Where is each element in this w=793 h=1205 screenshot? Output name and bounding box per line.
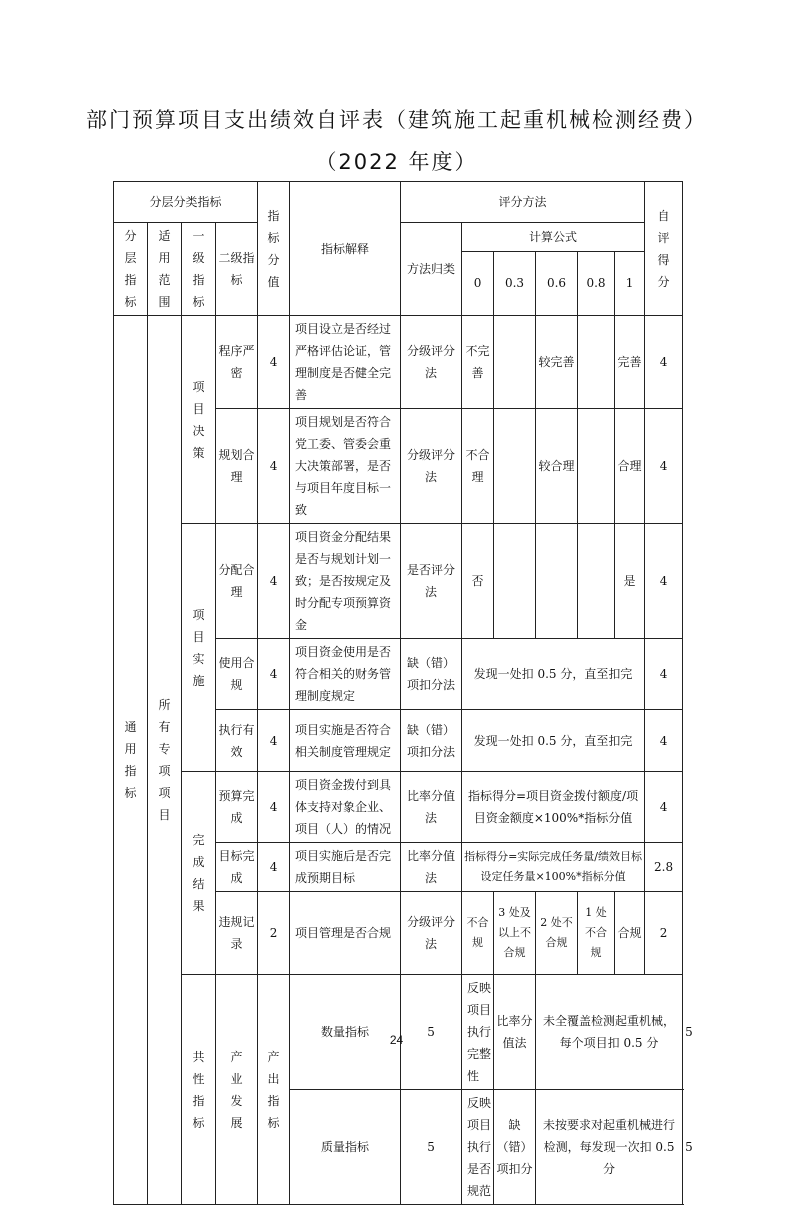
method-category: 分级评分法	[401, 409, 462, 524]
scale-0-8: 0.8	[578, 251, 615, 315]
method-category: 缺（错）项扣分	[494, 1090, 536, 1205]
indicator-value: 4	[258, 409, 290, 524]
self-score: 4	[645, 639, 683, 710]
header-applicable-scope: 适用范围	[148, 223, 182, 316]
cell-0-8: 1 处不合规	[578, 892, 615, 975]
self-score: 4	[645, 409, 683, 524]
self-score: 4	[645, 772, 683, 843]
scale-0-3: 0.3	[494, 251, 536, 315]
indicator-explanation: 反映项目执行完整性	[462, 975, 494, 1090]
indicator-name: 执行有效	[216, 710, 258, 772]
method-category: 缺（错）项扣分法	[401, 710, 462, 772]
evaluation-table	[113, 181, 693, 1205]
method-category: 是否评分法	[401, 524, 462, 639]
indicator-explanation: 项目实施是否符合相关制度管理规定	[290, 710, 401, 772]
group-completion: 完成结果	[182, 772, 216, 975]
self-score: 4	[645, 316, 683, 409]
cell-0: 不合理	[462, 409, 494, 524]
cell-0: 否	[462, 524, 494, 639]
indicator-name: 目标完成	[216, 843, 258, 892]
formula: 指标得分=项目资金拨付额度/项目资金额度×100%*指标分值	[462, 772, 645, 843]
page-number: 24	[389, 1033, 404, 1047]
cell-0-3	[494, 524, 536, 639]
indicator-name: 预算完成	[216, 772, 258, 843]
cell-0-6: 2 处不合规	[536, 892, 578, 975]
scale-1: 1	[615, 251, 645, 315]
header-layer-indicator: 分层指标	[114, 223, 148, 316]
formula: 指标得分=实际完成任务量/绩效目标设定任务量×100%*指标分值	[462, 843, 645, 892]
document-title: 部门预算项目支出绩效自评表（建筑施工起重机械检测经费）	[86, 108, 707, 132]
indicator-explanation: 反映项目执行是否规范	[462, 1090, 494, 1205]
formula: 未全覆盖检测起重机械，每个项目扣 0.5 分	[536, 975, 683, 1090]
indicator-value: 4	[258, 639, 290, 710]
cell-0-6	[536, 524, 578, 639]
group-implementation: 项目实施	[182, 524, 216, 772]
cell-1: 合理	[615, 409, 645, 524]
indicator-name: 程序严密	[216, 316, 258, 409]
self-score: 2.8	[645, 843, 683, 892]
indicator-name: 违规记录	[216, 892, 258, 975]
header-layered-indicators: 分层分类指标	[114, 182, 258, 223]
indicator-explanation: 项目设立是否经过严格评估论证，管理制度是否健全完善	[290, 316, 401, 409]
indicator-explanation: 项目资金拨付到具体支持对象企业、项目（人）的情况	[290, 772, 401, 843]
indicator-value: 4	[258, 772, 290, 843]
scale-0-6: 0.6	[536, 251, 578, 315]
header-method-category: 方法归类	[401, 223, 462, 316]
indicator-explanation: 项目实施后是否完成预期目标	[290, 843, 401, 892]
method-category: 分级评分法	[401, 316, 462, 409]
indicator-explanation: 项目资金使用是否符合相关的财务管理制度规定	[290, 639, 401, 710]
table-row	[114, 524, 683, 639]
indicator-explanation: 项目规划是否符合党工委、管委会重大决策部署，是否与项目年度目标一致	[290, 409, 401, 524]
group-all-projects: 所有专项项目	[148, 316, 182, 1205]
cell-0: 不合规	[462, 892, 494, 975]
indicator-explanation: 项目管理是否合规	[290, 892, 401, 975]
group-output: 产出指标	[258, 975, 290, 1205]
self-score: 4	[645, 524, 683, 639]
method-category: 缺（错）项扣分法	[401, 639, 462, 710]
header-level1: 一级指标	[182, 223, 216, 316]
indicator-value: 4	[258, 710, 290, 772]
method-category: 比率分值法	[401, 843, 462, 892]
table-row	[114, 772, 683, 843]
cell-1: 合规	[615, 892, 645, 975]
indicator-value: 5	[401, 1090, 462, 1205]
cell-0-8	[578, 524, 615, 639]
header-level2: 二级指标	[216, 223, 258, 316]
cell-0-3	[494, 316, 536, 409]
self-score: 2	[645, 892, 683, 975]
formula: 发现一处扣 0.5 分，直至扣完	[462, 639, 645, 710]
indicator-value: 5	[401, 975, 462, 1090]
group-general: 通用指标	[114, 316, 148, 1205]
cell-0-6: 较合理	[536, 409, 578, 524]
header-scoring-method: 评分方法	[401, 182, 645, 223]
header-formula: 计算公式	[462, 223, 645, 252]
indicator-name: 规划合理	[216, 409, 258, 524]
indicator-name: 分配合理	[216, 524, 258, 639]
header-self-score: 自评得分	[645, 182, 683, 316]
cell-0-3: 3 处及以上不合规	[494, 892, 536, 975]
cell-0-3	[494, 409, 536, 524]
method-category: 比率分值法	[494, 975, 536, 1090]
indicator-name: 使用合规	[216, 639, 258, 710]
table-row: 质量指标 5 反映项目执行是否规范 缺（错）项扣分 未按要求对起重机械进行检测，每发现一次扣 0.5 分 5	[114, 1090, 683, 1205]
formula: 发现一处扣 0.5 分，直至扣完	[462, 710, 645, 772]
cell-0: 不完善	[462, 316, 494, 409]
table-row	[114, 316, 683, 409]
cell-1: 完善	[615, 316, 645, 409]
header-indicator-explanation: 指标解释	[290, 182, 401, 316]
indicator-value: 2	[258, 892, 290, 975]
formula: 未按要求对起重机械进行检测，每发现一次扣 0.5 分	[536, 1090, 683, 1205]
indicator-explanation: 项目资金分配结果是否与规划计划一致；是否按规定及时分配专项预算资金	[290, 524, 401, 639]
group-common: 共性指标	[182, 975, 216, 1205]
method-category: 分级评分法	[401, 892, 462, 975]
group-industry: 产业发展	[216, 975, 258, 1205]
cell-0-8	[578, 316, 615, 409]
indicator-value: 4	[258, 843, 290, 892]
indicator-name: 质量指标	[290, 1090, 401, 1205]
scale-0: 0	[462, 251, 494, 315]
indicator-name: 数量指标	[290, 975, 401, 1090]
indicator-value: 4	[258, 524, 290, 639]
table-row: 共性指标 产业发展 产出指标 数量指标 5 反映项目执行完整性 比率分值法 未全覆盖检测起重机械，每个项目扣 0.5 分 5	[114, 975, 683, 1090]
indicator-value: 4	[258, 316, 290, 409]
header-indicator-value: 指标分值	[258, 182, 290, 316]
cell-1: 是	[615, 524, 645, 639]
method-category: 比率分值法	[401, 772, 462, 843]
cell-0-8	[578, 409, 615, 524]
document-year: （2022 年度）	[315, 150, 478, 174]
self-score: 4	[645, 710, 683, 772]
cell-0-6: 较完善	[536, 316, 578, 409]
group-decision: 项目决策	[182, 316, 216, 524]
